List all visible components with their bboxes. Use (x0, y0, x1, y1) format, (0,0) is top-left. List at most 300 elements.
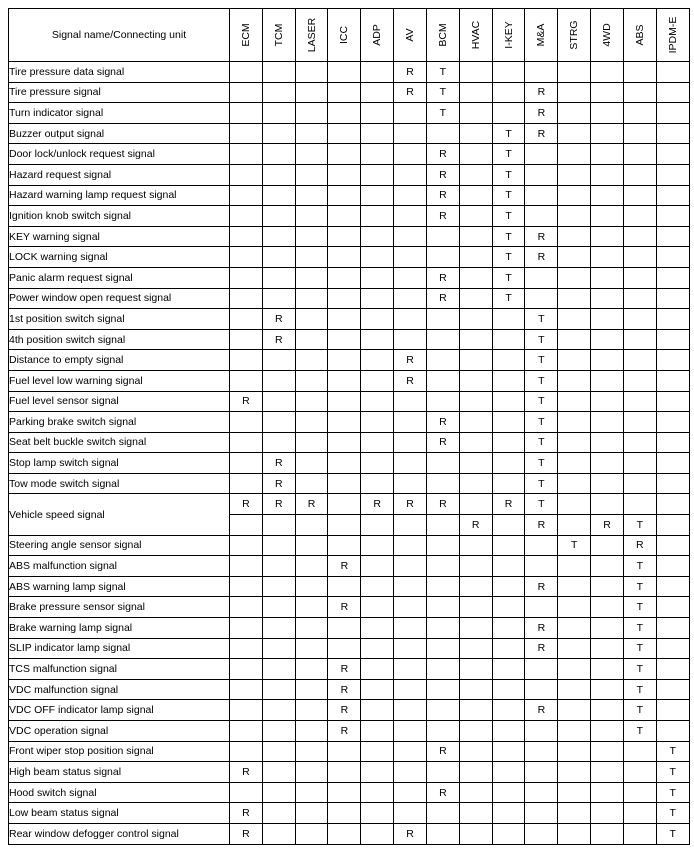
table-row (9, 391, 690, 412)
signal-cell (295, 473, 328, 494)
signal-cell (591, 679, 624, 700)
signal-cell: T (492, 185, 525, 206)
signal-cell (426, 453, 459, 474)
signal-cell (623, 226, 656, 247)
signal-cell (394, 762, 427, 783)
header-row (9, 9, 690, 62)
signal-cell (328, 782, 361, 803)
table-row (9, 123, 690, 144)
signal-cell (459, 247, 492, 268)
signal-cell: R (394, 494, 427, 515)
signal-cell (295, 62, 328, 83)
signal-cell: R (525, 576, 558, 597)
signal-cell (262, 144, 295, 165)
signal-cell (623, 391, 656, 412)
signal-cell (623, 412, 656, 433)
table-row (9, 576, 690, 597)
signal-cell (295, 309, 328, 330)
signal-cell: R (525, 226, 558, 247)
signal-cell (591, 762, 624, 783)
signal-cell (262, 721, 295, 742)
signal-cell (394, 206, 427, 227)
signal-cell (656, 226, 689, 247)
signal-cell: T (656, 762, 689, 783)
signal-cell (492, 412, 525, 433)
signal-cell (623, 288, 656, 309)
signal-cell (459, 144, 492, 165)
signal-cell (394, 782, 427, 803)
signal-cell (656, 103, 689, 124)
signal-cell (394, 453, 427, 474)
signal-cell (262, 782, 295, 803)
signal-cell (591, 103, 624, 124)
signal-cell (525, 823, 558, 844)
unit-header (525, 9, 558, 62)
signal-cell: T (492, 226, 525, 247)
signal-cell (492, 453, 525, 474)
signal-name: Hazard request signal (9, 164, 230, 185)
signal-cell (394, 412, 427, 433)
signal-cell (591, 62, 624, 83)
signal-cell (558, 309, 591, 330)
signal-cell (394, 659, 427, 680)
signal-cell: R (426, 144, 459, 165)
signal-cell: R (230, 823, 263, 844)
signal-cell (525, 267, 558, 288)
signal-cell (361, 721, 394, 742)
signal-cell (459, 412, 492, 433)
signal-cell (394, 185, 427, 206)
signal-cell (558, 576, 591, 597)
signal-cell (230, 350, 263, 371)
signal-cell (394, 556, 427, 577)
signal-cell (328, 62, 361, 83)
signal-cell (328, 638, 361, 659)
signal-cell: R (525, 515, 558, 536)
signal-cell (591, 741, 624, 762)
signal-cell (262, 412, 295, 433)
signal-name: 4th position switch signal (9, 329, 230, 350)
table-row (9, 350, 690, 371)
signal-cell: R (525, 638, 558, 659)
signal-cell (591, 823, 624, 844)
signal-cell (591, 247, 624, 268)
unit-header-label: HVAC (469, 20, 482, 50)
signal-cell (591, 329, 624, 350)
signal-name: Rear window defogger control signal (9, 823, 230, 844)
signal-cell (426, 638, 459, 659)
signal-cell (361, 309, 394, 330)
signal-cell (262, 823, 295, 844)
signal-cell (459, 556, 492, 577)
signal-cell: R (525, 82, 558, 103)
signal-cell: T (525, 473, 558, 494)
signal-cell (361, 823, 394, 844)
signal-cell: R (394, 370, 427, 391)
signal-cell: T (525, 370, 558, 391)
signal-cell (459, 823, 492, 844)
signal-cell (328, 350, 361, 371)
signal-cell (262, 762, 295, 783)
signal-cell (492, 535, 525, 556)
signal-cell (459, 185, 492, 206)
signal-cell (295, 515, 328, 536)
signal-cell (361, 103, 394, 124)
signal-cell (558, 288, 591, 309)
signal-name: Brake warning lamp signal (9, 618, 230, 639)
signal-cell (656, 494, 689, 515)
unit-header-label: AV (404, 28, 417, 42)
signal-cell (328, 494, 361, 515)
signal-cell: R (426, 432, 459, 453)
signal-cell (591, 432, 624, 453)
signal-cell: T (426, 62, 459, 83)
signal-cell (492, 659, 525, 680)
signal-cell (623, 62, 656, 83)
signal-cell (295, 576, 328, 597)
signal-cell (623, 823, 656, 844)
signal-cell (262, 803, 295, 824)
table-row (9, 494, 690, 515)
unit-header (361, 9, 394, 62)
signal-cell (394, 432, 427, 453)
signal-cell (262, 123, 295, 144)
unit-header-label: I-KEY (502, 21, 515, 49)
signal-cell (623, 762, 656, 783)
signal-cell (558, 185, 591, 206)
signal-cell (394, 309, 427, 330)
signal-cell: T (623, 721, 656, 742)
signal-cell (295, 82, 328, 103)
signal-name: Distance to empty signal (9, 350, 230, 371)
signal-cell (328, 823, 361, 844)
signal-cell (328, 576, 361, 597)
signal-cell (591, 597, 624, 618)
signal-cell (361, 535, 394, 556)
unit-header (558, 9, 591, 62)
signal-cell (459, 206, 492, 227)
signal-cell (328, 370, 361, 391)
signal-cell (656, 473, 689, 494)
signal-cell (492, 329, 525, 350)
signal-cell (459, 700, 492, 721)
table-row (9, 803, 690, 824)
signal-cell (426, 329, 459, 350)
signal-cell (656, 309, 689, 330)
signal-cell (394, 288, 427, 309)
signal-cell: R (426, 185, 459, 206)
signal-cell (558, 82, 591, 103)
signal-cell (591, 576, 624, 597)
signal-cell (230, 432, 263, 453)
signal-cell (328, 762, 361, 783)
signal-cell (426, 123, 459, 144)
signal-cell (492, 679, 525, 700)
signal-cell (394, 267, 427, 288)
signal-name: Turn indicator signal (9, 103, 230, 124)
signal-cell (295, 144, 328, 165)
signal-cell: T (525, 391, 558, 412)
signal-cell (426, 515, 459, 536)
signal-cell (656, 123, 689, 144)
signal-cell (591, 659, 624, 680)
signal-name: SLIP indicator lamp signal (9, 638, 230, 659)
signal-cell (230, 62, 263, 83)
unit-header (295, 9, 328, 62)
signal-cell (230, 618, 263, 639)
signal-cell (492, 576, 525, 597)
signal-cell (656, 144, 689, 165)
signal-cell (492, 62, 525, 83)
table-row (9, 412, 690, 433)
signal-cell (591, 226, 624, 247)
signal-cell (328, 473, 361, 494)
signal-cell (459, 741, 492, 762)
signal-cell (295, 823, 328, 844)
signal-cell (361, 659, 394, 680)
signal-cell (361, 288, 394, 309)
table-row (9, 679, 690, 700)
unit-header-label: IPDM-E (666, 16, 679, 54)
signal-cell (426, 309, 459, 330)
signal-cell (328, 185, 361, 206)
table-row (9, 370, 690, 391)
signal-cell: R (525, 103, 558, 124)
signal-cell (295, 226, 328, 247)
signal-cell (459, 762, 492, 783)
signal-cell: R (230, 762, 263, 783)
signal-cell: R (492, 494, 525, 515)
signal-cell (558, 741, 591, 762)
signal-cell (394, 164, 427, 185)
signal-cell (262, 597, 295, 618)
signal-name: Parking brake switch signal (9, 412, 230, 433)
signal-name: Low beam status signal (9, 803, 230, 824)
signal-cell (459, 659, 492, 680)
signal-cell (623, 350, 656, 371)
signal-cell: R (230, 803, 263, 824)
signal-cell (558, 618, 591, 639)
signal-cell: R (328, 597, 361, 618)
signal-cell: R (361, 494, 394, 515)
signal-cell: T (656, 823, 689, 844)
signal-cell: T (492, 164, 525, 185)
signal-cell (394, 618, 427, 639)
signal-cell (525, 185, 558, 206)
signal-cell (361, 515, 394, 536)
signal-name: KEY warning signal (9, 226, 230, 247)
signal-cell (426, 823, 459, 844)
signal-cell (492, 350, 525, 371)
unit-header (328, 9, 361, 62)
signal-cell: T (492, 144, 525, 165)
signal-cell: T (492, 206, 525, 227)
signal-cell (558, 329, 591, 350)
signal-cell (591, 82, 624, 103)
signal-cell (295, 782, 328, 803)
signal-cell (623, 185, 656, 206)
signal-cell (459, 473, 492, 494)
signal-cell (361, 556, 394, 577)
signal-cell (591, 453, 624, 474)
signal-cell (525, 144, 558, 165)
signal-cell (230, 164, 263, 185)
signal-cell (623, 494, 656, 515)
signal-cell (591, 473, 624, 494)
signal-name: Tow mode switch signal (9, 473, 230, 494)
signal-cell (459, 679, 492, 700)
unit-header-label: STRG (568, 20, 581, 50)
signal-cell (656, 618, 689, 639)
signal-cell (558, 267, 591, 288)
signal-cell (230, 82, 263, 103)
signal-cell: R (394, 823, 427, 844)
unit-header (426, 9, 459, 62)
signal-cell (525, 659, 558, 680)
table-row (9, 144, 690, 165)
table-row (9, 535, 690, 556)
signal-cell (426, 762, 459, 783)
signal-cell: T (656, 782, 689, 803)
signal-cell (230, 267, 263, 288)
signal-cell (558, 473, 591, 494)
signal-name: Fuel level low warning signal (9, 370, 230, 391)
table-row (9, 473, 690, 494)
signal-cell (394, 123, 427, 144)
signal-cell (394, 515, 427, 536)
signal-cell (394, 103, 427, 124)
signal-cell (230, 453, 263, 474)
signal-cell (262, 350, 295, 371)
signal-cell (656, 82, 689, 103)
table-row (9, 62, 690, 83)
unit-header-label: TCM (272, 23, 285, 47)
signal-name: Steering angle sensor signal (9, 535, 230, 556)
signal-cell (656, 659, 689, 680)
signal-cell (591, 164, 624, 185)
signal-cell: R (230, 494, 263, 515)
signal-cell (394, 638, 427, 659)
table-row (9, 309, 690, 330)
signal-cell: T (525, 329, 558, 350)
signal-cell: T (656, 803, 689, 824)
signal-cell (656, 62, 689, 83)
signal-cell (328, 391, 361, 412)
signal-cell (558, 659, 591, 680)
signal-cell (558, 226, 591, 247)
signal-cell (492, 782, 525, 803)
signal-cell (459, 62, 492, 83)
signal-cell (361, 618, 394, 639)
signal-cell (525, 556, 558, 577)
signal-cell (295, 721, 328, 742)
signal-cell (656, 597, 689, 618)
table-body (9, 62, 690, 845)
signal-cell (656, 515, 689, 536)
signal-cell (623, 164, 656, 185)
signal-cell (295, 288, 328, 309)
signal-cell (295, 103, 328, 124)
signal-cell (623, 144, 656, 165)
signal-cell (459, 309, 492, 330)
signal-cell (361, 164, 394, 185)
table-row (9, 782, 690, 803)
unit-header (656, 9, 689, 62)
unit-header-label: ECM (239, 23, 252, 47)
unit-header (459, 9, 492, 62)
signal-cell (656, 267, 689, 288)
signal-cell (230, 370, 263, 391)
unit-header-label: BCM (436, 23, 449, 47)
signal-cell (492, 473, 525, 494)
unit-header (262, 9, 295, 62)
signal-cell (295, 412, 328, 433)
table-row (9, 206, 690, 227)
signal-cell (426, 391, 459, 412)
signal-name: VDC OFF indicator lamp signal (9, 700, 230, 721)
signal-cell (558, 494, 591, 515)
unit-header-label: ADP (371, 24, 384, 46)
signal-cell (459, 370, 492, 391)
signal-cell (459, 391, 492, 412)
signal-name: Buzzer output signal (9, 123, 230, 144)
signal-cell (591, 803, 624, 824)
signal-cell (459, 350, 492, 371)
signal-cell (361, 432, 394, 453)
signal-name: VDC malfunction signal (9, 679, 230, 700)
table-row (9, 226, 690, 247)
signal-cell (361, 803, 394, 824)
signal-name: LOCK warning signal (9, 247, 230, 268)
signal-name: Vehicle speed signal (9, 494, 230, 535)
signal-cell (623, 473, 656, 494)
signal-cell (459, 618, 492, 639)
signal-cell (558, 350, 591, 371)
table-row (9, 823, 690, 844)
unit-header-label: 4WD (601, 23, 614, 47)
signal-cell: T (525, 494, 558, 515)
signal-cell (623, 432, 656, 453)
signal-cell: R (262, 453, 295, 474)
signal-cell (262, 700, 295, 721)
signal-cell (459, 288, 492, 309)
signal-connection-table (8, 8, 690, 845)
signal-cell (295, 597, 328, 618)
signal-cell (295, 679, 328, 700)
signal-cell: R (426, 288, 459, 309)
signal-cell (623, 782, 656, 803)
signal-cell (361, 741, 394, 762)
signal-cell (525, 597, 558, 618)
signal-cell: R (426, 494, 459, 515)
signal-cell: T (492, 267, 525, 288)
signal-cell (426, 721, 459, 742)
signal-cell: T (426, 103, 459, 124)
unit-header (394, 9, 427, 62)
signal-cell: T (492, 288, 525, 309)
signal-cell (426, 370, 459, 391)
signal-name: Stop lamp switch signal (9, 453, 230, 474)
signal-cell: T (525, 412, 558, 433)
signal-cell (459, 535, 492, 556)
signal-cell (591, 123, 624, 144)
signal-name: Door lock/unlock request signal (9, 144, 230, 165)
signal-cell (328, 288, 361, 309)
unit-header (492, 9, 525, 62)
signal-cell (459, 82, 492, 103)
signal-cell (591, 556, 624, 577)
signal-cell (623, 206, 656, 227)
